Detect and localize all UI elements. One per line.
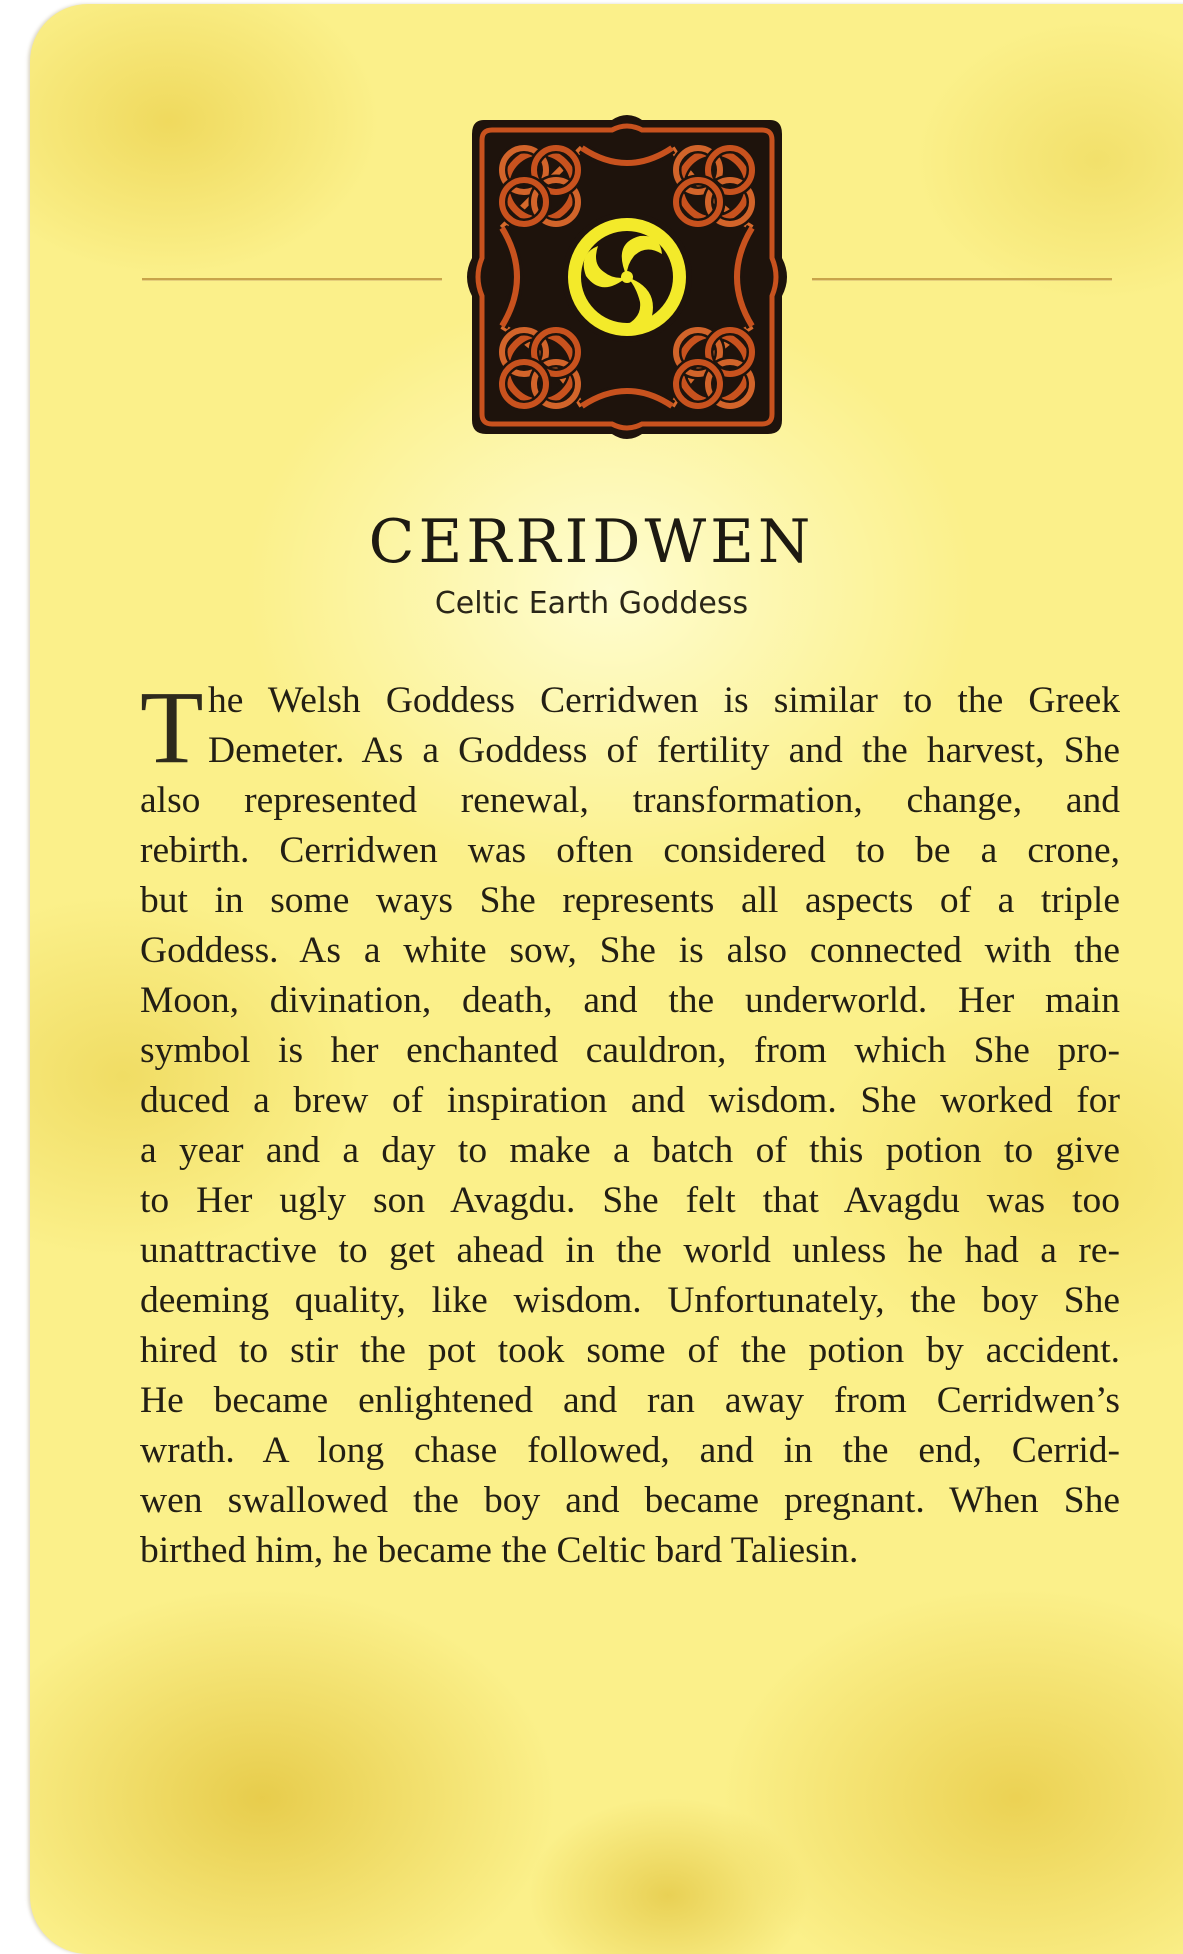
body-line: wen swallowed the boy and became pregnant. When She (140, 1480, 1120, 1521)
body-line: Demeter. As a Goddess of fertility and the harvest, She (208, 730, 1120, 771)
body-line: rebirth. Cerridwen was often considered to be a crone, (140, 830, 1120, 871)
body-line: duced a brew of inspiration and wisdom. She worked for (140, 1080, 1120, 1121)
body-line: deeming quality, like wisdom. Unfortunately, the boy She (140, 1280, 1120, 1321)
drop-cap: T (140, 670, 204, 785)
body-line: wrath. A long chase followed, and in the end, Cerrid- (140, 1430, 1120, 1471)
left-divider-rule (142, 278, 442, 281)
card-body-text (140, 670, 1120, 1576)
body-line: also represented renewal, transformation, change, and (140, 780, 1120, 821)
body-line: Goddess. As a white sow, She is also connected with the (140, 930, 1120, 971)
body-line: a year and a day to make a batch of this potion to give (140, 1130, 1120, 1171)
body-line: but in some ways She represents all aspects of a triple (140, 880, 1120, 921)
body-line: symbol is her enchanted cauldron, from which She pro- (140, 1030, 1120, 1071)
body-line: He became enlightened and ran away from Cerridwen’s (140, 1380, 1120, 1421)
card-title: CERRIDWEN (368, 507, 815, 577)
body-line: birthed him, he became the Celtic bard Taliesin. (140, 1530, 859, 1571)
right-divider-rule (812, 278, 1112, 281)
body-line: he Welsh Goddess Cerridwen is similar to the Greek (208, 680, 1120, 721)
card-subtitle: Celtic Earth Goddess (434, 586, 749, 621)
body-line: to Her ugly son Avagdu. She felt that Avagdu was too (140, 1180, 1120, 1221)
body-line: unattractive to get ahead in the world unless he had a re- (140, 1230, 1120, 1271)
body-line: Moon, divination, death, and the underworld. Her main (140, 980, 1120, 1021)
celtic-knot-triskele-icon (462, 108, 792, 446)
body-line: hired to stir the pot took some of the potion by accident. (140, 1330, 1120, 1371)
